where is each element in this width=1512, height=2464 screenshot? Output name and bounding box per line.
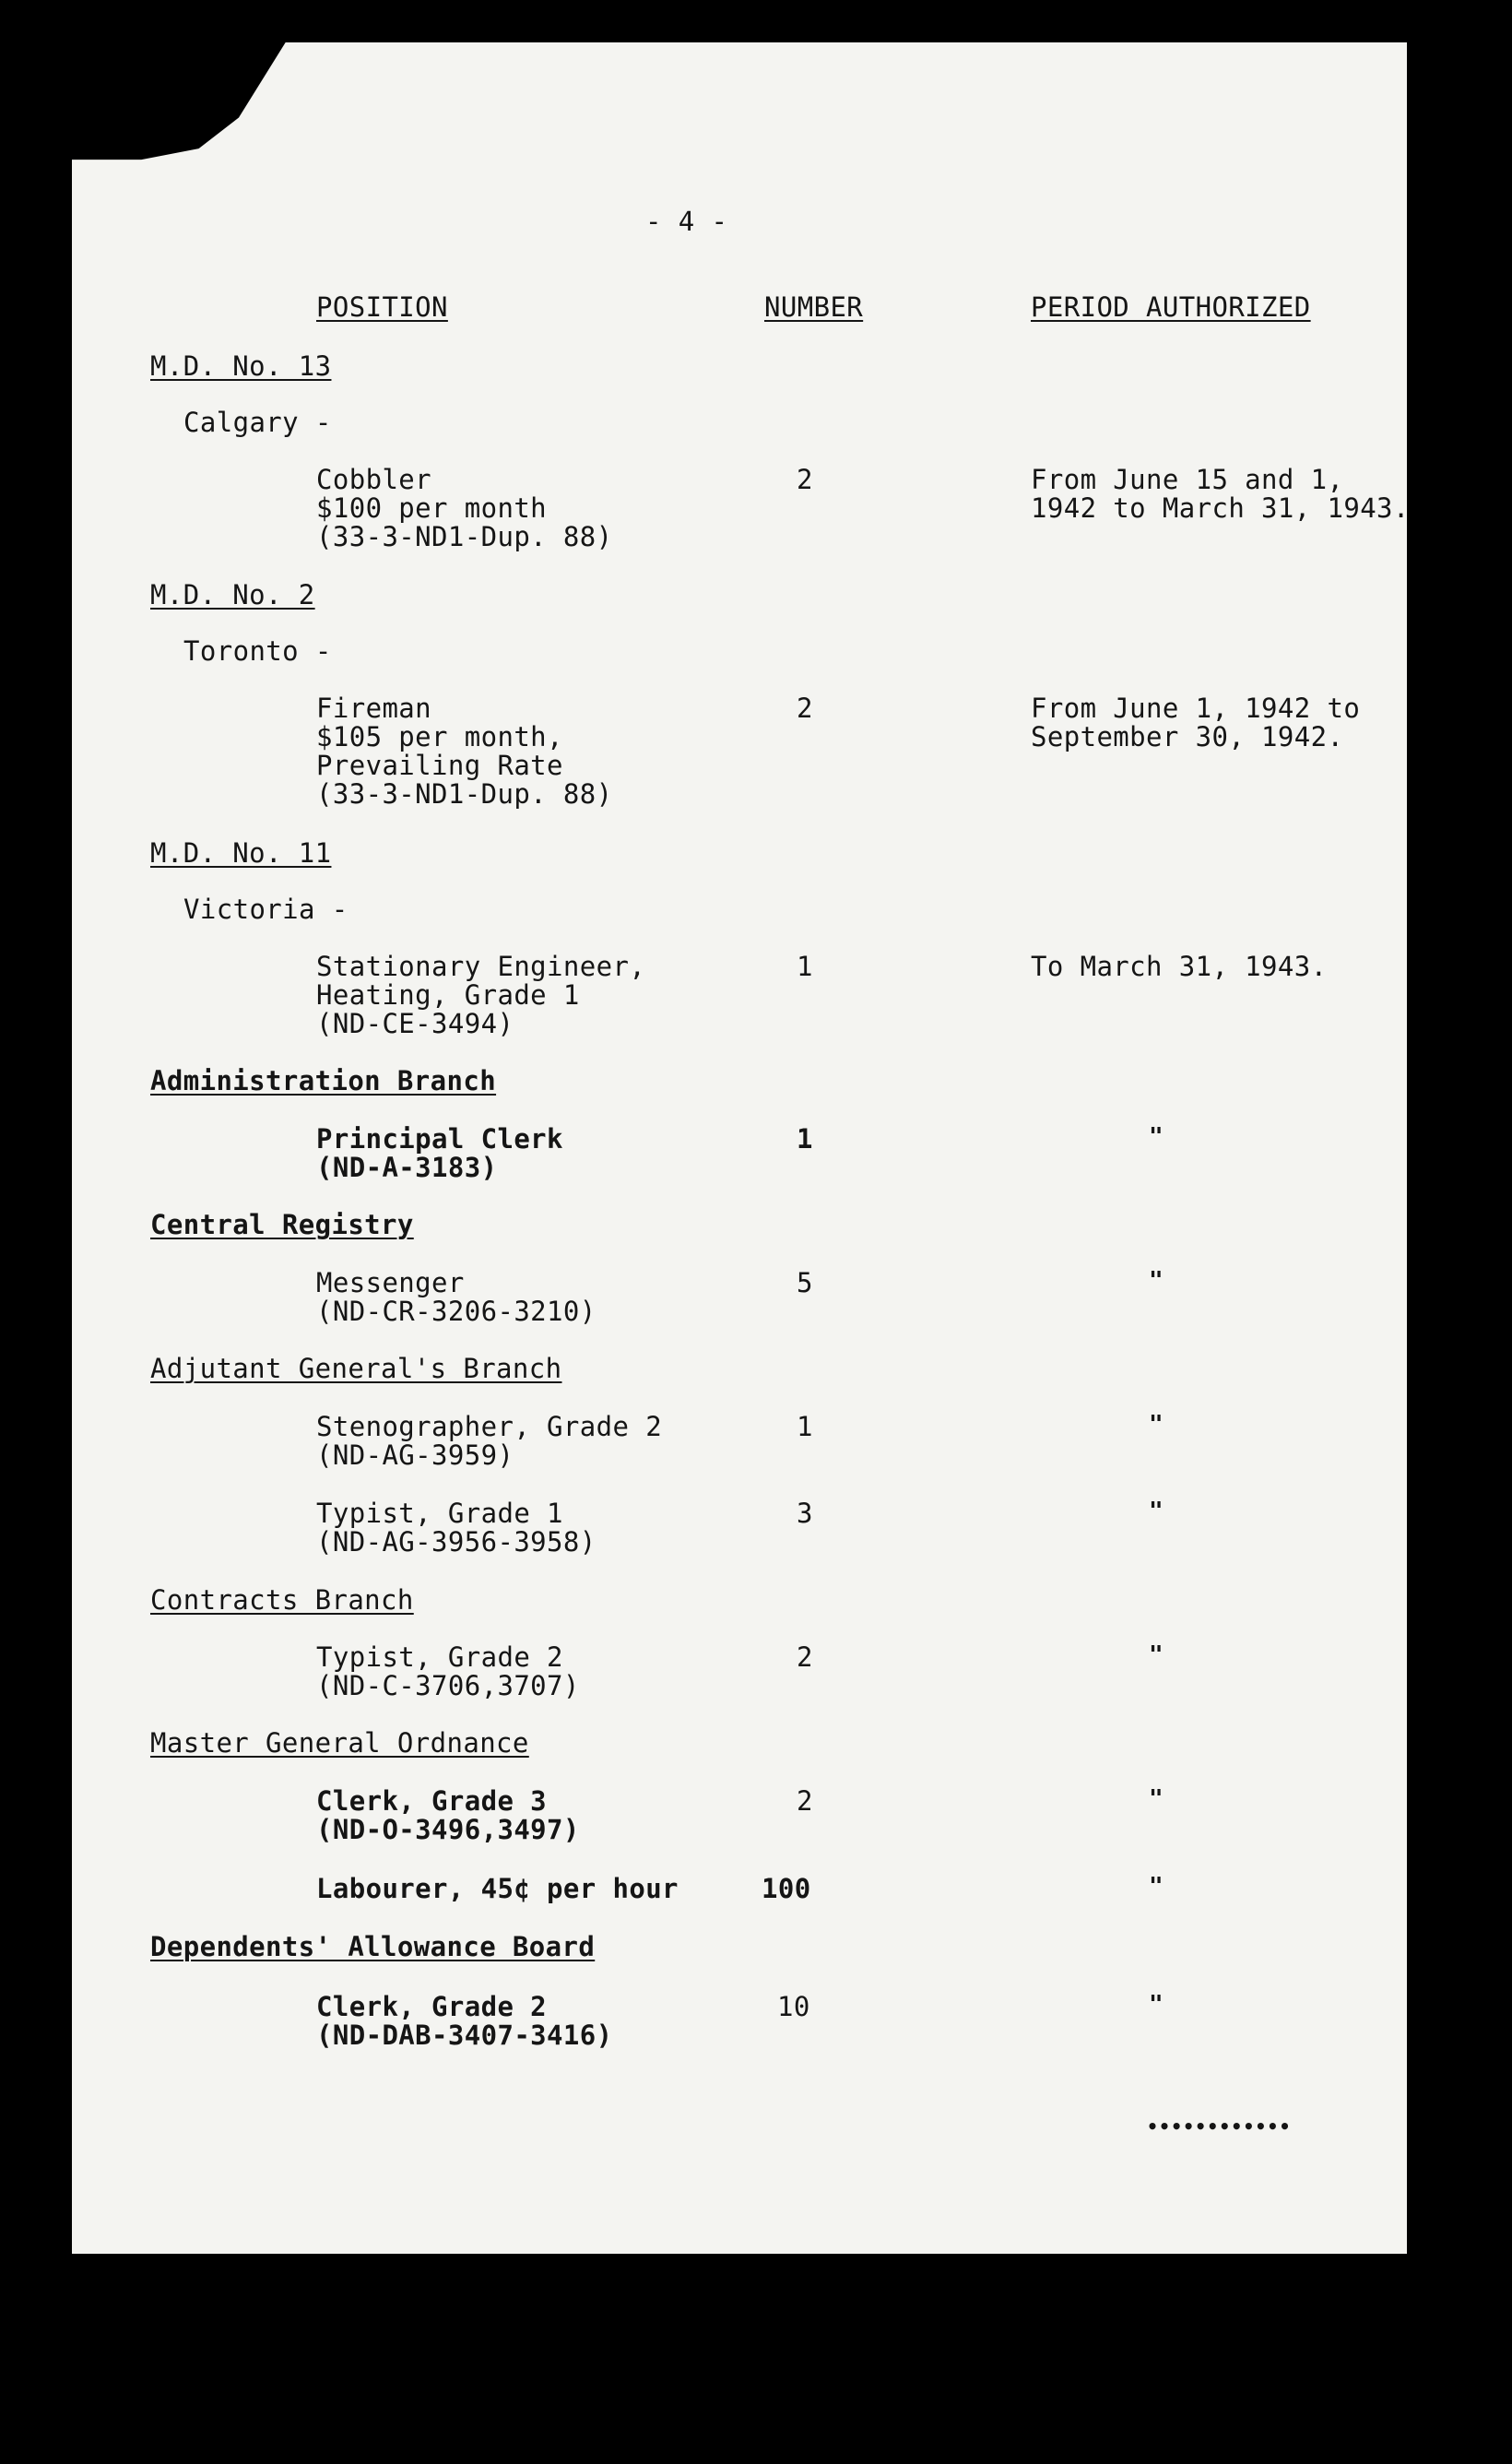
- period-line: To March 31, 1943.: [1031, 951, 1328, 982]
- period-line: September 30, 1942.: [1031, 721, 1344, 752]
- number-cell: 2: [797, 1785, 813, 1817]
- section-heading: Master General Ordnance: [150, 1727, 529, 1759]
- position-line: (ND-CE-3494): [316, 1008, 514, 1039]
- section-heading: Dependents' Allowance Board: [150, 1931, 596, 1962]
- location-label: Toronto -: [183, 635, 332, 667]
- position-line: (33-3-ND1-Dup. 88): [316, 778, 613, 810]
- position-line: Clerk, Grade 3: [316, 1785, 548, 1817]
- number-cell: 3: [797, 1498, 813, 1529]
- section-heading: Central Registry: [150, 1209, 414, 1240]
- period-ditto: ": [1149, 1267, 1164, 1295]
- section-heading: M.D. No. 11: [150, 837, 332, 869]
- position-line: $100 per month: [316, 492, 548, 524]
- position-line: Cobbler: [316, 464, 432, 495]
- column-header-position: POSITION: [316, 291, 448, 323]
- number-cell: 2: [797, 464, 813, 495]
- number-cell: 1: [797, 1411, 813, 1442]
- location-label: Calgary -: [183, 407, 332, 438]
- column-header-period: PERIOD AUTHORIZED: [1031, 291, 1311, 323]
- period-ditto: ": [1149, 1123, 1164, 1151]
- position-line: Fireman: [316, 693, 432, 724]
- position-line: (ND-AG-3956-3958): [316, 1526, 597, 1558]
- position-line: (ND-O-3496,3497): [316, 1814, 580, 1845]
- section-heading: Administration Branch: [150, 1065, 497, 1096]
- number-cell: 2: [797, 1641, 813, 1673]
- position-line: Stenographer, Grade 2: [316, 1411, 663, 1442]
- section-heading: Contracts Branch: [150, 1584, 414, 1616]
- number-cell: 5: [797, 1267, 813, 1298]
- end-mark: ••••••••••••: [1147, 2115, 1292, 2138]
- period-ditto: ": [1149, 1641, 1164, 1669]
- section-heading: Adjutant General's Branch: [150, 1353, 562, 1384]
- position-line: Heating, Grade 1: [316, 979, 580, 1011]
- period-ditto: ": [1149, 1991, 1164, 2019]
- period-line: 1942 to March 31, 1943.: [1031, 492, 1410, 524]
- position-line: Principal Clerk: [316, 1123, 563, 1155]
- number-cell: 100: [762, 1873, 811, 1904]
- period-ditto: ": [1149, 1498, 1164, 1525]
- number-cell: 1: [797, 1123, 813, 1155]
- period-ditto: ": [1149, 1411, 1164, 1439]
- number-cell: 1: [797, 951, 813, 982]
- position-line: Labourer, 45¢ per hour: [316, 1873, 679, 1904]
- section-heading: M.D. No. 2: [150, 579, 315, 610]
- number-cell: 10: [777, 1991, 810, 2022]
- position-line: Typist, Grade 1: [316, 1498, 563, 1529]
- period-ditto: ": [1149, 1873, 1164, 1901]
- section-heading: M.D. No. 13: [150, 350, 332, 382]
- position-line: Messenger: [316, 1267, 465, 1298]
- page-number: - 4 -: [645, 206, 728, 237]
- position-line: Clerk, Grade 2: [316, 1991, 548, 2022]
- position-line: (ND-A-3183): [316, 1152, 498, 1183]
- position-line: $105 per month,: [316, 721, 563, 752]
- position-line: (ND-AG-3959): [316, 1439, 514, 1471]
- number-cell: 2: [797, 693, 813, 724]
- position-line: Prevailing Rate: [316, 750, 563, 781]
- location-label: Victoria -: [183, 894, 348, 925]
- position-line: Stationary Engineer,: [316, 951, 646, 982]
- position-line: (ND-CR-3206-3210): [316, 1296, 597, 1327]
- position-line: Typist, Grade 2: [316, 1641, 563, 1673]
- position-line: (ND-C-3706,3707): [316, 1670, 580, 1701]
- period-ditto: ": [1149, 1785, 1164, 1813]
- period-line: From June 1, 1942 to: [1031, 693, 1361, 724]
- position-line: (ND-DAB-3407-3416): [316, 2020, 613, 2051]
- position-line: (33-3-ND1-Dup. 88): [316, 521, 613, 552]
- period-line: From June 15 and 1,: [1031, 464, 1344, 495]
- column-header-number: NUMBER: [764, 291, 864, 323]
